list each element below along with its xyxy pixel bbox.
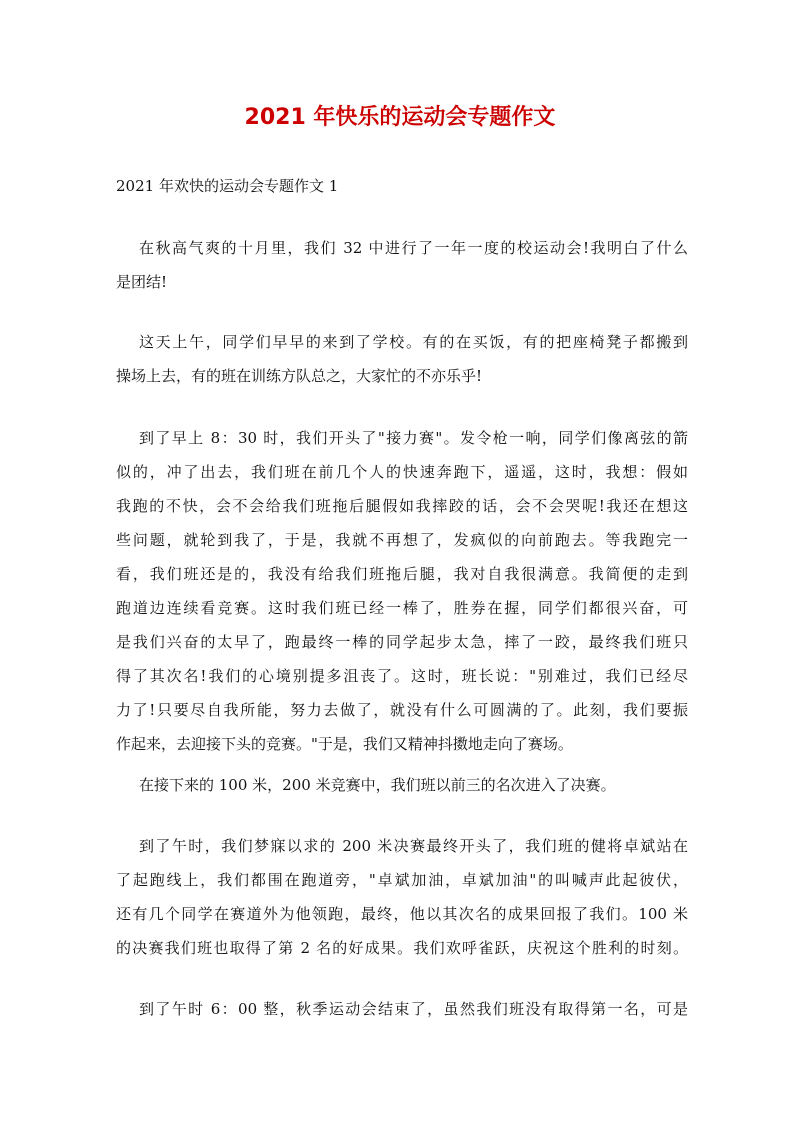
paragraph-line: 到了午时 6：00 整，秋季运动会结束了，虽然我们班没有取得第一名，可是 (139, 1000, 688, 1018)
paragraph (116, 829, 688, 965)
paragraph-line: 到了早上 8：30 时，我们开头了"接力赛"。发令枪一响，同学们像离弦的箭 (139, 429, 688, 447)
paragraph-line: 到了午时，我们梦寐以求的 200 米决赛最终开头了，我们班的健将卓斌站在 (139, 837, 688, 855)
paragraph-line: 作起来，去迎接下头的竞赛。"于是，我们又精神抖擞地走向了赛场。 (116, 735, 573, 753)
paragraph-line: 是团结! (116, 273, 168, 291)
paragraph-line: 跑道边连续看竞赛。这时我们班已经一棒了，胜券在握，同学们都很兴奋，可 (116, 599, 688, 617)
paragraph-line: 在接下来的 100 米，200 米竞赛中，我们班以前三的名次进入了决赛。 (139, 776, 616, 794)
paragraph-line: 似的，冲了出去，我们班在前几个人的快速奔跑下，遥遥，这时，我想：假如 (116, 463, 688, 481)
paragraph-line: 我跑的不快，会不会给我们班拖后腿假如我摔跤的话，会不会哭呢!我还在想这 (116, 497, 688, 515)
paragraph-line: 的决赛我们班也取得了第 2 名的好成果。我们欢呼雀跃，庆祝这个胜利的时刻。 (116, 939, 688, 957)
paragraph-line: 得了其次名!我们的心境别提多沮丧了。这时，班长说："别难过，我们已经尽 (116, 667, 688, 685)
paragraph-line: 操场上去，有的班在训练方队总之，大家忙的不亦乐乎! (116, 367, 483, 385)
document-subtitle: 2021 年欢快的运动会专题作文 1 (116, 177, 339, 195)
paragraph (116, 231, 688, 299)
paragraph-line: 在秋高气爽的十月里，我们 32 中进行了一年一度的校运动会!我明白了什么 (139, 239, 688, 257)
paragraph-line: 些问题，就轮到我了，于是，我就不再想了，发疯似的向前跑去。等我跑完一 (116, 531, 688, 549)
paragraph-line: 了起跑线上，我们都围在跑道旁，"卓斌加油，卓斌加油"的叫喊声此起彼伏， (116, 871, 688, 889)
paragraph-line: 看，我们班还是的，我没有给我们班拖后腿，我对自我很满意。我简便的走到 (116, 565, 688, 583)
paragraph (116, 421, 688, 761)
document-title: 2021 年快乐的运动会专题作文 (244, 105, 556, 130)
paragraph-line: 还有几个同学在赛道外为他领跑，最终，他以其次名的成果回报了我们。100 米 (116, 905, 688, 923)
paragraph (116, 992, 688, 1026)
paragraph-line: 这天上午，同学们早早的来到了学校。有的在买饭，有的把座椅凳子都搬到 (139, 333, 688, 351)
paragraph (116, 325, 688, 393)
paragraph (116, 768, 688, 802)
paragraph-line: 力了!只要尽自我所能，努力去做了，就没有什么可圆满的了。此刻，我们要振 (116, 701, 688, 719)
paragraph-line: 是我们兴奋的太早了，跑最终一棒的同学起步太急，摔了一跤，最终我们班只 (116, 633, 688, 651)
